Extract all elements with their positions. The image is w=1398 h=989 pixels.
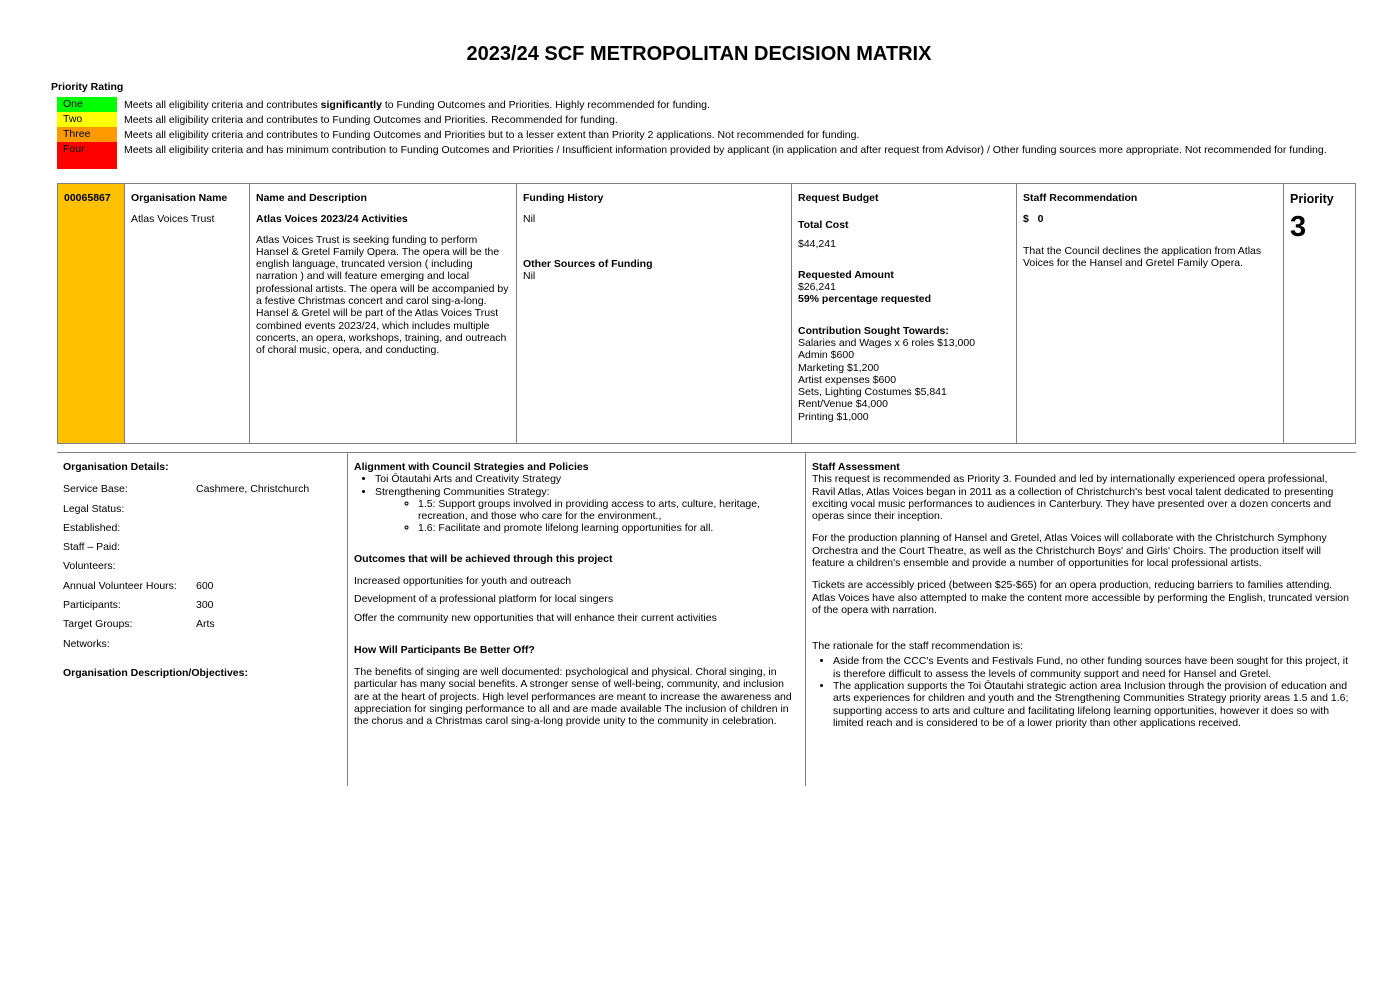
legend-row-one <box>57 97 1347 112</box>
contribution-item: Artist expenses $600 <box>798 373 897 386</box>
organisation-cell <box>125 184 250 443</box>
better-off-header: How Will Participants Be Better Off? <box>354 643 535 656</box>
requested-amount: $26,241 <box>798 281 836 294</box>
alignment-header: Alignment with Council Strategies and Policies <box>354 461 589 473</box>
legend-swatch-one: One <box>57 97 117 112</box>
org-objectives-header: Organisation Description/Objectives: <box>63 666 248 679</box>
detail-row <box>63 618 341 637</box>
legend-text-one: Meets all eligibility criteria and contributes significantly to Funding Outcomes and Priorities. Highly recommended for funding. <box>124 99 710 111</box>
detail-label: Legal Status: <box>63 502 125 515</box>
contribution-item: Printing $1,000 <box>798 410 869 423</box>
detail-row <box>63 522 341 541</box>
strategy-item: • Toi Ōtautahi Arts and Creativity Strategy <box>375 473 799 485</box>
rationale-list <box>812 655 1350 729</box>
strategy-sub-item: ◦ 1.6: Facilitate and promote lifelong learning opportunities for all. <box>418 522 799 534</box>
legend-swatch-three: Three <box>57 127 117 142</box>
project-description: Atlas Voices Trust is seeking funding to perform Hansel & Gretel Family Opera. The opera will be the english language, truncated version ( including narration ) and will feature emerging and local professional artists. The opera will be accompanied by a festive Christmas concert and carol sing-a-long. Hansel & Gretel will be part of the Atlas Voices Trust combined events 2023/24, which includes multiple concerts, an opera, workshops, training, and outreach of choral music, opera, and conducting. <box>256 233 509 357</box>
detail-row <box>63 599 341 618</box>
staff-recommendation-text: That the Council declines the application from Atlas Voices for the Hansel and Gretel Family Opera. <box>1023 244 1262 269</box>
contribution-item: Sets, Lighting Costumes $5,841 <box>798 386 947 399</box>
detail-row <box>63 638 341 657</box>
detail-label: Networks: <box>63 637 110 650</box>
better-off-text: The benefits of singing are well documented: psychological and physical. Choral singing, in particular has many social benefits. A stronger sense of well-being, community, and inclusion are at the heart of projects. High level performances are meant to increase the awareness and appreciation for singing performance to all and are made available The inclusion of children in the chorus and a Christmas carol sing-a-long provide unity to the community in celebration. <box>354 666 792 728</box>
legend-row-three <box>57 127 1347 142</box>
assessment-paragraph: Tickets are accessibly priced (between $25-$65) for an opera production, reducing barriers to families attending. Atlas Voices have also attempted to make the content more accessible by performing the English, truncated version of the opera with narration. <box>812 579 1349 616</box>
percentage-requested: 59% percentage requested <box>798 293 932 306</box>
assessment-paragraph: For the production planning of Hansel and Gretel, Atlas Voices will collaborate with the Christchurch Symphony Orchestra and the Court Theatre, as well as the Christchurch Boys' and Girls' Choirs. The production itself will feature a children's ensemble and provide a number of opportunities for local professional artists. <box>812 532 1327 569</box>
budget-header: Request Budget <box>798 192 879 204</box>
org-details-header: Organisation Details: <box>63 461 169 473</box>
detail-label: Annual Volunteer Hours: <box>63 579 177 592</box>
rationale-intro: The rationale for the staff recommendation is: <box>812 640 1024 653</box>
contribution-item: Marketing $1,200 <box>798 361 880 374</box>
budget-cell <box>792 184 1017 443</box>
legend-text-three: Meets all eligibility criteria and contributes to Funding Outcomes and Priorities but to a lesser extent than Priority 2 applications. Not recommended for funding. <box>124 129 860 141</box>
detail-value: Cashmere, Christchurch <box>196 483 310 496</box>
details-section <box>57 452 1356 786</box>
priority-value: 3 <box>1290 210 1307 243</box>
detail-row <box>63 541 341 560</box>
outcomes-header: Outcomes that will be achieved through this project <box>354 552 613 565</box>
legend-text-four: Meets all eligibility criteria and has minimum contribution to Funding Outcomes and Priorities / Insufficient information provided by applicant (in application and after request from Advisor) / Other funding sources more appropriate. Not recommended for funding. <box>124 144 1327 156</box>
other-sources-header: Other Sources of Funding <box>523 257 653 270</box>
application-table <box>57 183 1356 444</box>
other-sources: Nil <box>523 269 536 282</box>
priority-cell <box>1284 184 1355 443</box>
priority-legend <box>57 97 1347 169</box>
contribution-item: Salaries and Wages x 6 roles $13,000 <box>798 336 976 349</box>
strategy-sub-item: ◦ 1.5: Support groups involved in providing access to arts, culture, heritage, recreation, and those who care for the environment., <box>418 498 799 523</box>
priority-header: Priority <box>1290 192 1334 206</box>
detail-label: Volunteers: <box>63 560 116 573</box>
total-cost: $44,241 <box>798 237 836 250</box>
project-title: Atlas Voices 2023/24 Activities <box>256 213 408 226</box>
detail-row <box>63 503 341 522</box>
detail-label: Participants: <box>63 599 121 612</box>
staff-recommendation-cell <box>1017 184 1284 443</box>
application-id: 00065867 <box>58 184 125 443</box>
strategy-sub-list <box>354 498 799 535</box>
detail-row <box>63 483 341 502</box>
rationale-item: • Aside from the CCC's Events and Festivals Fund, no other funding sources have been sought for this project, it is therefore difficult to assess the levels of community support and need for Hansel and Gretel. <box>833 655 1350 680</box>
priority-rating-label: Priority Rating <box>51 81 124 93</box>
legend-row-four <box>57 142 1347 169</box>
strategy-item: • Strengthening Communities Strategy: <box>375 486 799 498</box>
staff-assessment-column <box>806 453 1356 786</box>
detail-label: Target Groups: <box>63 618 133 631</box>
staff-recommendation-header: Staff Recommendation <box>1023 192 1138 204</box>
alignment-column <box>348 453 806 786</box>
org-name: Atlas Voices Trust <box>131 213 215 226</box>
strategy-list <box>354 473 799 498</box>
funding-history-header: Funding History <box>523 192 604 204</box>
detail-label: Staff – Paid: <box>63 541 121 554</box>
outcome-item: Increased opportunities for youth and outreach <box>354 574 572 587</box>
contribution-item: Rent/Venue $4,000 <box>798 398 888 411</box>
legend-swatch-four: Four <box>57 142 117 169</box>
name-description-header: Name and Description <box>256 192 367 204</box>
detail-row <box>63 560 341 579</box>
legend-row-two <box>57 112 1347 127</box>
rationale-item: • The application supports the Toi Ōtautahi strategic action area Inclusion through the provision of education and arts experiences for children and youth and the Strengthening Communities Strategy priority areas 1.5 and 1.6; supporting access to arts and culture and facilitating lifelong learning opportunities, however it does so with limited reach and is considered to be of a lower priority than other applications received. <box>833 680 1350 729</box>
page-title: 2023/24 SCF METROPOLITAN DECISION MATRIX <box>466 43 932 65</box>
total-cost-label: Total Cost <box>798 219 849 232</box>
description-cell <box>250 184 517 443</box>
outcome-item: Development of a professional platform for local singers <box>354 593 614 606</box>
requested-label: Requested Amount <box>798 268 894 281</box>
legend-text-two: Meets all eligibility criteria and contributes to Funding Outcomes and Priorities. Recommended for funding. <box>124 114 618 126</box>
detail-row <box>63 580 341 599</box>
funding-cell <box>517 184 792 443</box>
detail-label: Service Base: <box>63 483 128 496</box>
contribution-item: Admin $600 <box>798 349 855 362</box>
outcome-item: Offer the community new opportunities that will enhance their current activities <box>354 611 717 624</box>
staff-amount: $ 0 <box>1023 213 1044 226</box>
detail-value: 600 <box>196 579 214 592</box>
detail-value: Arts <box>196 618 215 631</box>
contribution-label: Contribution Sought Towards: <box>798 324 949 337</box>
detail-value: 300 <box>196 599 214 612</box>
staff-assessment-header: Staff Assessment <box>812 461 900 473</box>
funding-history: Nil <box>523 213 536 226</box>
legend-swatch-two: Two <box>57 112 117 127</box>
assessment-paragraph: This request is recommended as Priority 3. Founded and led by internationally experienced opera professional, Ravil Atlas, Atlas Voices began in 2011 as a collection of Christchurch's best vocal talent dedicated to presenting exciting vocal music performances to audiences in Canterbury. They have presented over a dozen concerts and operas since their inception. <box>812 473 1334 523</box>
detail-label: Established: <box>63 521 121 534</box>
org-name-header: Organisation Name <box>131 192 228 204</box>
org-details-column <box>57 453 348 786</box>
